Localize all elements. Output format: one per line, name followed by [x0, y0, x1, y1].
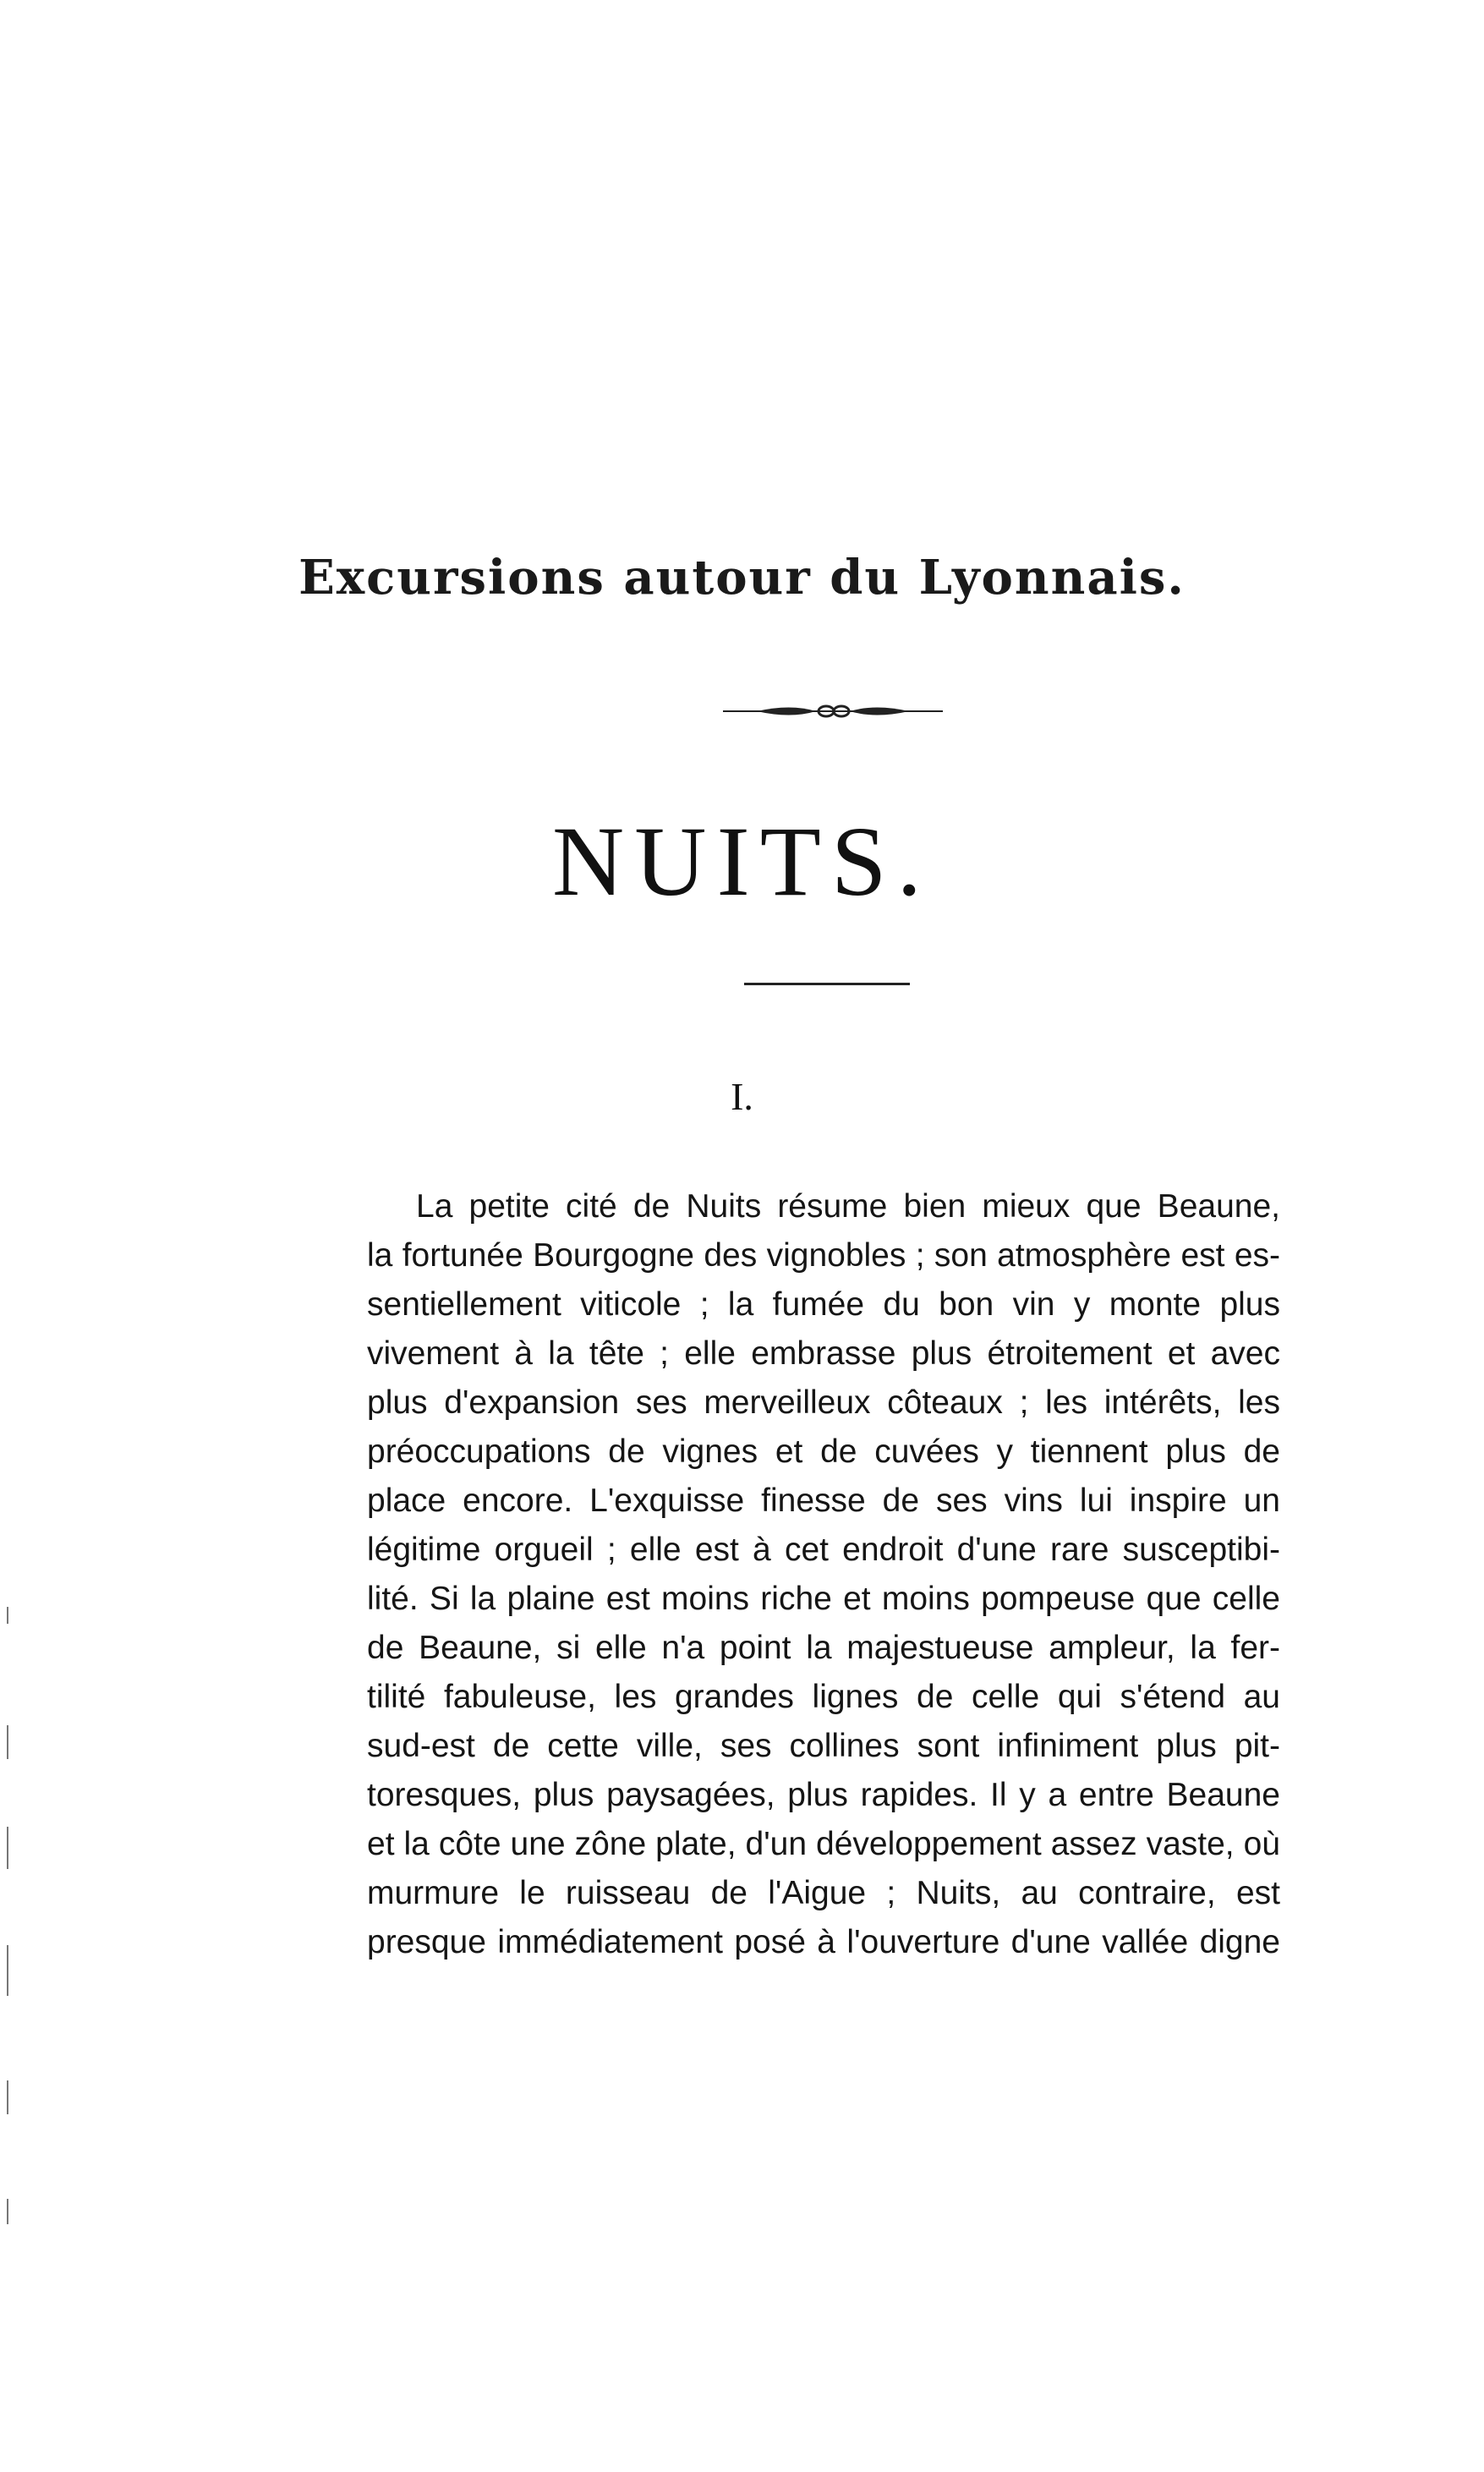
text-line: toresques, plus paysagées, plus rapides. Il y a entre Beaune [367, 1777, 1280, 1813]
title-rule [744, 983, 910, 985]
text-line: murmure le ruisseau de l'Aigue ; Nuits, au contraire, est [367, 1875, 1280, 1911]
text-line: sentiellement viticole ; la fumée du bon vin y monte plus [367, 1286, 1280, 1323]
section-number: I. [731, 1075, 753, 1118]
text-line: de Beaune, si elle n'a point la majestueuse ampleur, la fer- [367, 1630, 1280, 1666]
text-line: préoccupations de vignes et de cuvées y tiennent plus de [367, 1433, 1280, 1470]
chapter-title: NUITS. [552, 806, 932, 917]
running-title: Excursions autour du Lyonnais. [298, 550, 1186, 606]
text-line: La petite cité de Nuits résume bien mieux que Beaune, [416, 1188, 1280, 1225]
text-line: plus d'expansion ses merveilleux côteaux ; les intérêts, les [367, 1384, 1280, 1421]
body-paragraph [367, 1182, 1280, 1967]
scan-edge-marks [5, 1607, 12, 2368]
text-line: place encore. L'exquisse finesse de ses vins lui inspire un [367, 1483, 1280, 1519]
text-line: lité. Si la plaine est moins riche et moins pompeuse que celle [367, 1581, 1280, 1617]
ornament-divider [723, 699, 943, 724]
text-line: presque immédiatement posé à l'ouverture d'une vallée digne [367, 1924, 1280, 1960]
text-line: vivement à la tête ; elle embrasse plus étroitement et avec [367, 1335, 1280, 1372]
text-line: la fortunée Bourgogne des vignobles ; son atmosphère est es- [367, 1237, 1280, 1274]
text-line: et la côte une zône plate, d'un développement assez vaste, où [367, 1826, 1280, 1862]
text-line: légitime orgueil ; elle est à cet endroit d'une rare susceptibi- [367, 1532, 1280, 1568]
text-line: tilité fabuleuse, les grandes lignes de celle qui s'étend au [367, 1679, 1280, 1715]
text-line: sud-est de cette ville, ses collines sont infiniment plus pit- [367, 1728, 1280, 1764]
